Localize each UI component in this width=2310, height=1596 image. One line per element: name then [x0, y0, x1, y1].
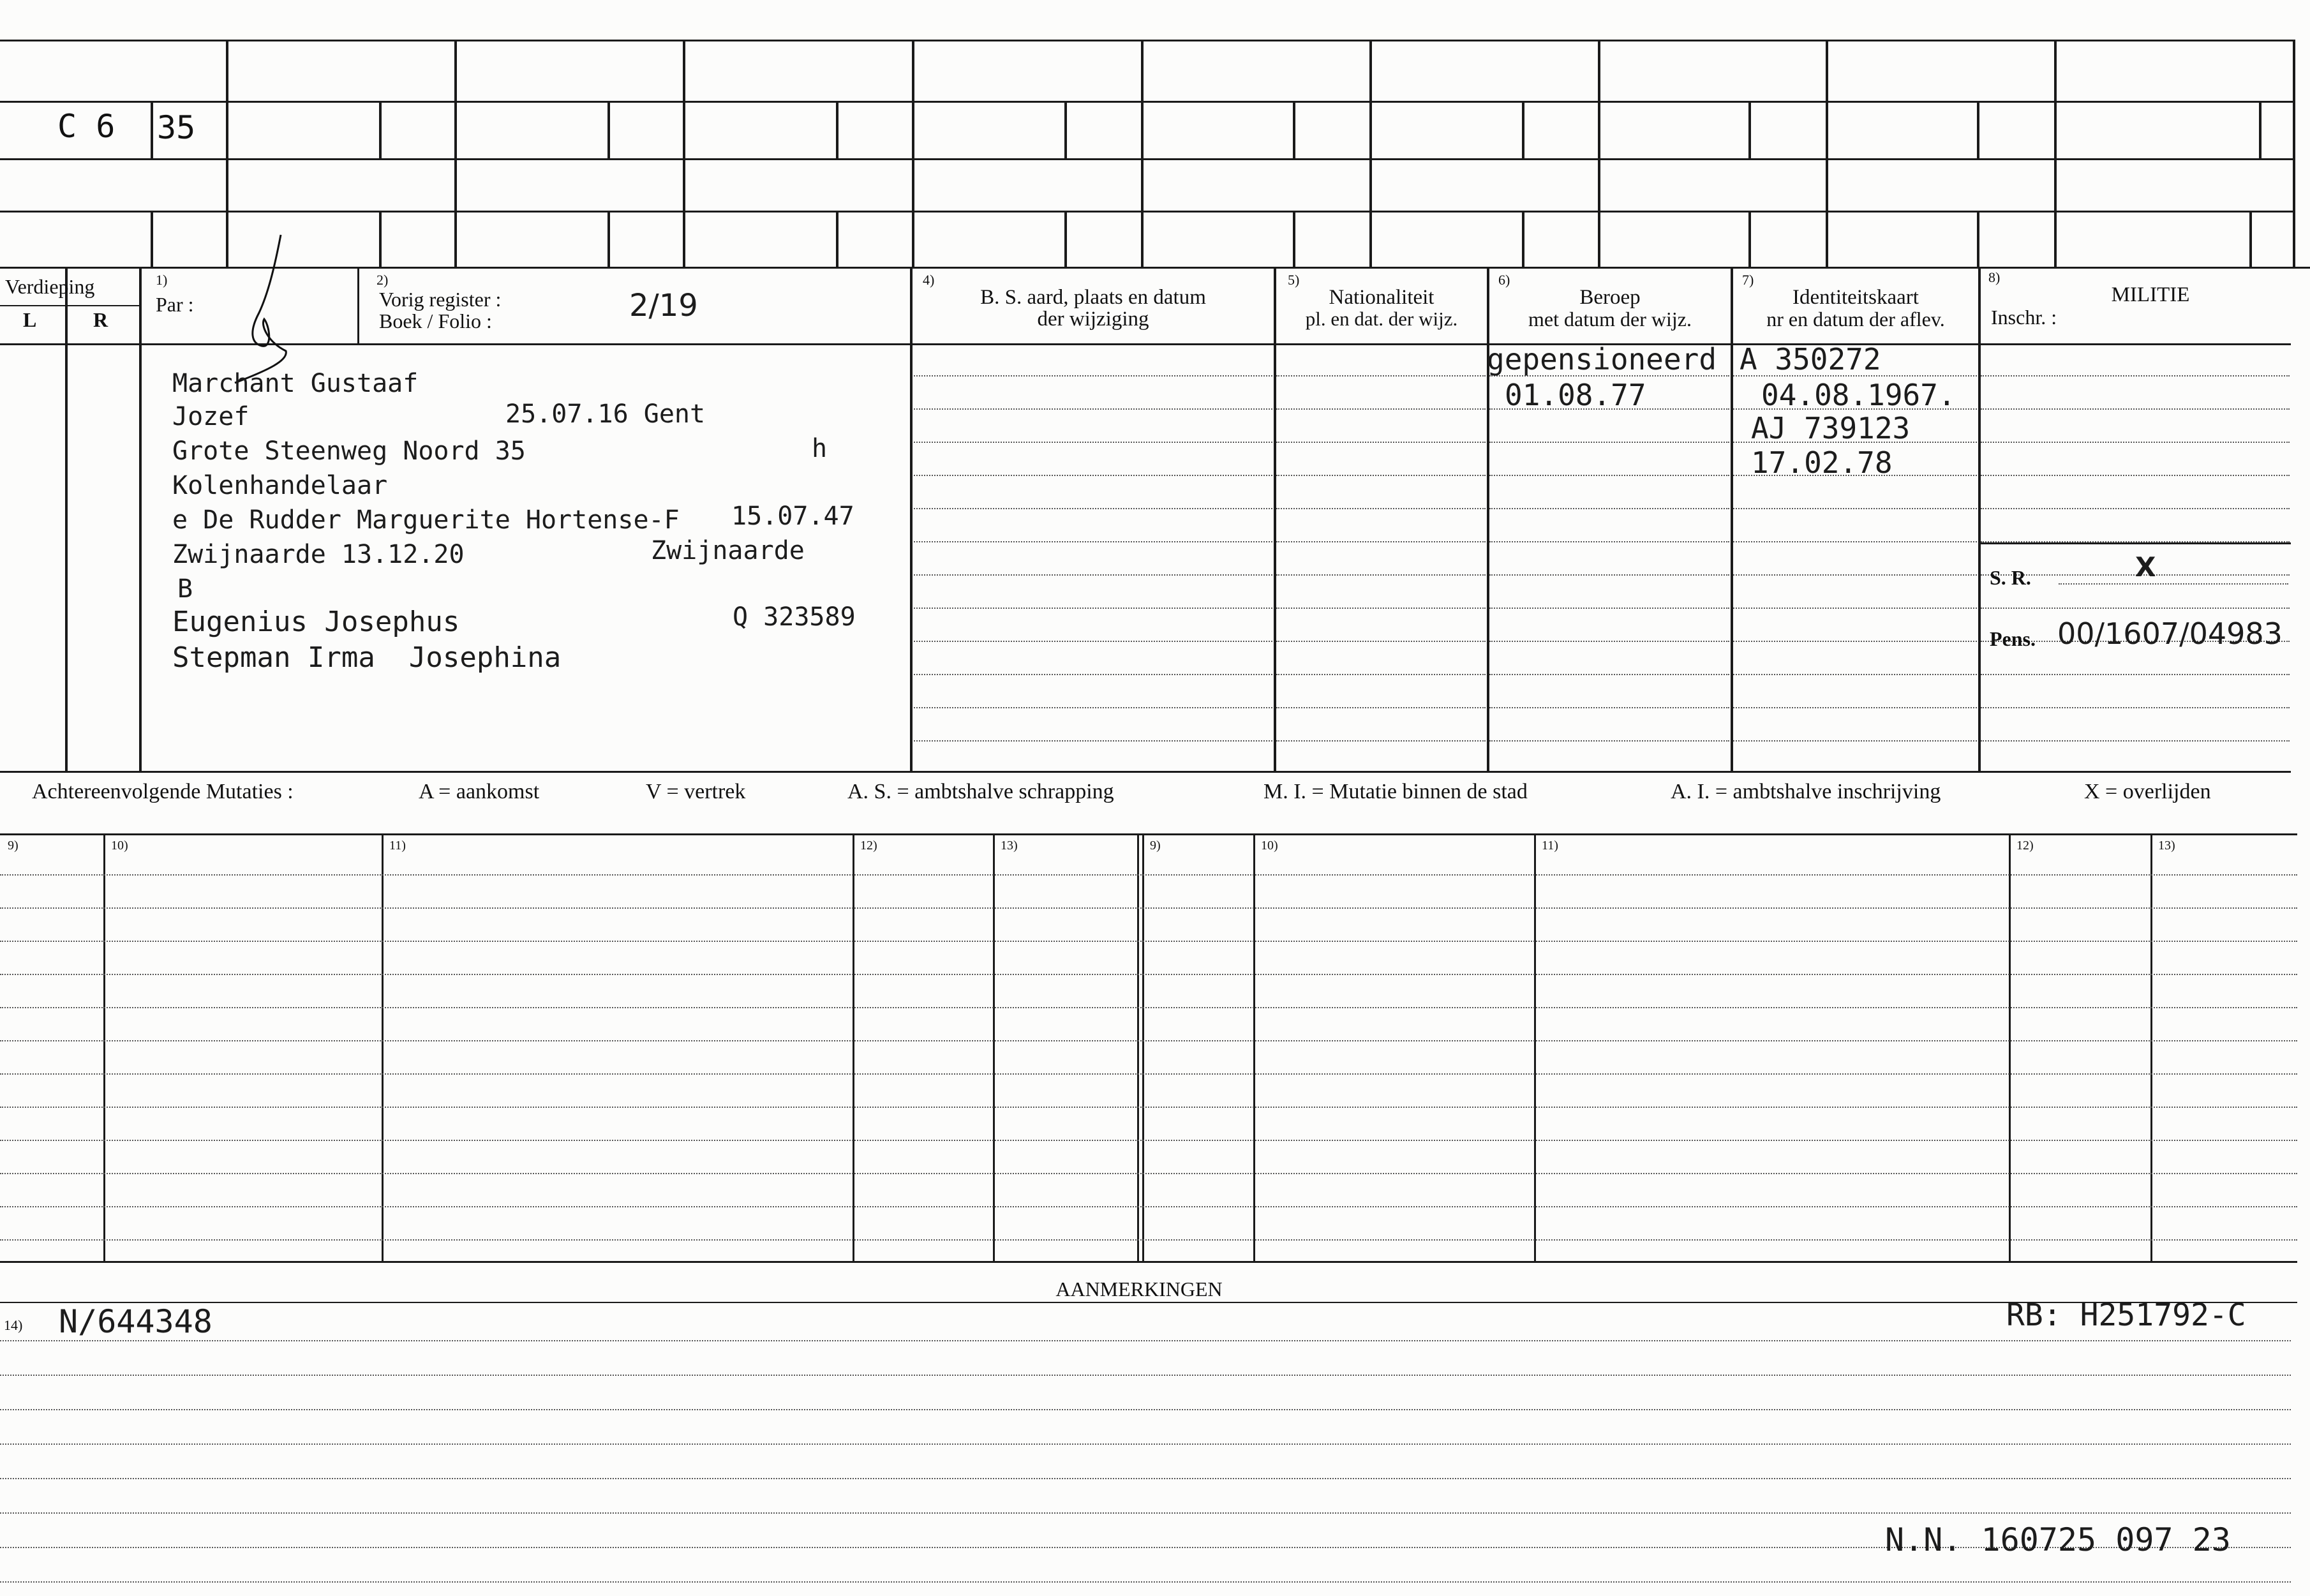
- beroep-date: 01.08.77: [1505, 378, 1646, 412]
- dotted-row: [1981, 408, 2290, 410]
- grid-bottom-border: [0, 267, 2310, 269]
- mutation-col-number: 11): [389, 839, 406, 853]
- dotted-row: [914, 674, 1272, 675]
- aanmerkingen-left-value: N/644348: [59, 1303, 212, 1340]
- mutation-col-border: [2150, 833, 2152, 1261]
- militie-number: 8): [1988, 269, 2001, 285]
- beroep-number: 6): [1498, 272, 1510, 288]
- dotted-row: [1733, 541, 1977, 542]
- par-number: 1): [156, 272, 168, 288]
- dotted-row: [1489, 475, 1729, 476]
- dotted-row: [1981, 608, 2290, 609]
- mutations-bottom-border: [0, 1261, 2297, 1263]
- dotted-row: [1276, 674, 1486, 675]
- mutation-dotted-row: [0, 1173, 2297, 1174]
- dotted-row: [914, 707, 1272, 708]
- dotted-row: [1733, 740, 1977, 742]
- mutation-col-border: [1253, 833, 1255, 1261]
- id-header-line1: Identiteitskaart: [1792, 286, 1919, 309]
- grid-sub: [1522, 211, 1524, 267]
- header-code: C 6: [57, 108, 116, 145]
- pens-label: Pens.: [1990, 627, 2036, 650]
- mutation-col-number: 13): [2158, 839, 2175, 853]
- dotted-row: [914, 442, 1272, 443]
- mutation-dotted-row: [0, 941, 2297, 942]
- mutation-dotted-row: [0, 907, 2297, 909]
- vorig-register-label: Vorig register :: [379, 288, 502, 311]
- remark-dotted-line: [0, 1443, 2291, 1445]
- mutation-col-number: 9): [1150, 839, 1161, 853]
- grid-sub: [836, 211, 838, 267]
- dotted-row: [1733, 674, 1977, 675]
- dotted-row: [1276, 574, 1486, 576]
- mutation-dotted-row: [0, 1239, 2297, 1241]
- mutations-top-border: [0, 833, 2297, 835]
- dotted-row: [1276, 707, 1486, 708]
- legend-aankomst: A = aankomst: [419, 780, 540, 803]
- mutation-dotted-row: [0, 1040, 2297, 1041]
- militie-sr-line: [1978, 542, 2291, 544]
- grid-sub: [151, 211, 153, 267]
- beroep-header-line1: Beroep: [1579, 286, 1641, 309]
- grid-sub: [836, 101, 838, 158]
- dotted-row: [1981, 375, 2290, 377]
- grid-sub: [1293, 211, 1295, 267]
- bs-header-line1: B. S. aard, plaats en datum: [980, 286, 1206, 309]
- mutation-dotted-row: [0, 1140, 2297, 1141]
- grid-sub: [1064, 211, 1067, 267]
- dotted-row: [1489, 740, 1729, 742]
- mutation-dotted-row: [0, 1206, 2297, 1207]
- dotted-row: [1276, 408, 1486, 410]
- dotted-row: [1981, 541, 2290, 542]
- aanmerkingen-number: 14): [4, 1317, 23, 1333]
- grid-sub: [1748, 101, 1751, 158]
- dotted-row: [1981, 707, 2290, 708]
- grid-col: [1826, 40, 1828, 267]
- grid-sub: [607, 101, 610, 158]
- boek-folio-value: 2/19: [629, 288, 698, 324]
- dotted-row: [1489, 442, 1729, 443]
- remark-dotted-line: [0, 1512, 2291, 1514]
- person-occupation: Kolenhandelaar: [172, 471, 388, 500]
- person-father-code: Q 323589: [733, 602, 856, 632]
- section-header-divider: [0, 343, 2291, 345]
- sr-dotted-line: [2059, 583, 2288, 585]
- dotted-row: [914, 375, 1272, 377]
- grid-col: [912, 40, 914, 267]
- remark-dotted-line: [0, 1409, 2291, 1410]
- dotted-row: [1981, 740, 2290, 742]
- pens-value: 00/1607/04983: [2057, 616, 2283, 651]
- id-header-line2: nr en datum der aflev.: [1766, 308, 1945, 331]
- col-border-id: [1731, 267, 1733, 771]
- mutation-col-border: [382, 833, 384, 1261]
- grid-line: [0, 211, 2294, 213]
- remark-dotted-line: [0, 1375, 2291, 1376]
- legend-ambtshalve-inschrijving: A. I. = ambtshalve inschrijving: [1671, 780, 1941, 803]
- grid-col: [2054, 40, 2057, 267]
- grid-line: [0, 158, 2294, 160]
- col-border-militie: [1978, 267, 1981, 771]
- dotted-row: [1489, 508, 1729, 509]
- sr-label: S. R.: [1990, 566, 2031, 589]
- col-border-nat: [1274, 267, 1276, 771]
- nat-header-line2: pl. en dat. der wijz.: [1305, 308, 1458, 330]
- vorig-number: 2): [376, 272, 389, 288]
- inschr-label: Inschr. :: [1991, 306, 2057, 329]
- right-header: R: [93, 308, 108, 331]
- dotted-row: [1981, 442, 2290, 443]
- dotted-row: [1489, 641, 1729, 642]
- header-number: 35: [157, 109, 196, 146]
- dotted-row: [1733, 608, 1977, 609]
- nn-number: N.N. 160725 097 23: [1885, 1521, 2231, 1558]
- person-spouse-place: Zwijnaarde: [651, 536, 805, 565]
- dotted-row: [1276, 375, 1486, 377]
- grid-sub: [379, 101, 382, 158]
- aanmerkingen-line: [0, 1302, 2297, 1303]
- mutation-col-border: [993, 833, 995, 1261]
- grid-sub: [607, 211, 610, 267]
- dotted-row: [1489, 541, 1729, 542]
- dotted-row: [1276, 442, 1486, 443]
- mutation-col-number: 9): [8, 839, 19, 853]
- grid-right-border: [2293, 40, 2295, 267]
- mutation-dotted-row: [0, 874, 2297, 876]
- grid-col: [226, 40, 228, 267]
- grid-sub: [1522, 101, 1524, 158]
- verdieping-header: Verdieping: [5, 275, 95, 298]
- person-address: Grote Steenweg Noord 35: [172, 436, 526, 466]
- col-border-bs: [910, 267, 913, 771]
- grid-col: [1369, 40, 1372, 267]
- dotted-row: [1489, 608, 1729, 609]
- mutation-col-number: 10): [1261, 839, 1278, 853]
- nat-number: 5): [1288, 272, 1300, 288]
- legend-overlijden: X = overlijden: [2084, 780, 2211, 803]
- aanmerkingen-right-value: RB: H251792-C: [2006, 1297, 2246, 1333]
- mutation-col-number: 12): [2016, 839, 2034, 853]
- id-date-1: 04.08.1967.: [1761, 378, 1956, 412]
- id-number-1: A 350272: [1740, 342, 1881, 377]
- id-date-2: 17.02.78: [1751, 445, 1893, 480]
- person-father: Eugenius Josephus: [172, 606, 460, 638]
- remark-dotted-line: [0, 1340, 2291, 1341]
- dotted-row: [1489, 574, 1729, 576]
- person-birth: 25.07.16 Gent: [505, 399, 706, 429]
- dotted-row: [1276, 641, 1486, 642]
- person-spouse: e De Rudder Marguerite Hortense-F: [172, 505, 680, 535]
- mutation-col-border: [2009, 833, 2011, 1261]
- dotted-row: [1276, 508, 1486, 509]
- person-marriage-date: 15.07.47: [731, 502, 854, 531]
- mutation-col-number: 13): [1001, 839, 1018, 853]
- legend-ambtshalve-schrapping: A. S. = ambtshalve schrapping: [847, 780, 1114, 803]
- person-firstname: Jozef: [172, 402, 250, 431]
- id-number-2: AJ 739123: [1751, 411, 1911, 445]
- person-spouse-birth: Zwijnaarde 13.12.20: [172, 540, 465, 569]
- mutation-col-number: 11): [1542, 839, 1558, 853]
- dotted-row: [914, 740, 1272, 742]
- remark-dotted-line: [0, 1478, 2291, 1479]
- grid-sub: [2249, 211, 2252, 267]
- dotted-row: [1733, 707, 1977, 708]
- dotted-row: [1981, 508, 2290, 509]
- col-border-par: [139, 267, 142, 771]
- dotted-row: [1733, 641, 1977, 642]
- person-name: Marchant Gustaaf: [172, 369, 419, 398]
- grid-sub: [1748, 211, 1751, 267]
- person-code: B: [177, 574, 193, 604]
- mutation-col-border: [853, 833, 854, 1261]
- mutation-col-number: 10): [111, 839, 128, 853]
- nat-header-line1: Nationaliteit: [1329, 286, 1434, 309]
- legend-mutatie-binnen: M. I. = Mutatie binnen de stad: [1263, 780, 1528, 803]
- grid-col: [454, 40, 457, 267]
- grid-sub: [2259, 101, 2262, 158]
- dotted-row: [914, 475, 1272, 476]
- dotted-row: [1733, 574, 1977, 576]
- grid-sub: [1293, 101, 1295, 158]
- dotted-row: [1489, 674, 1729, 675]
- dotted-row: [914, 608, 1272, 609]
- dotted-row: [914, 574, 1272, 576]
- grid-sub: [151, 101, 153, 158]
- bs-header-line2: der wijziging: [1037, 308, 1149, 331]
- section-bottom-border: [0, 771, 2291, 773]
- mutation-col-border: [1137, 833, 1139, 1261]
- mutation-dotted-row: [0, 1073, 2297, 1075]
- person-flag: h: [812, 434, 828, 463]
- dotted-row: [1981, 475, 2290, 476]
- grid-top-border: [0, 40, 2294, 41]
- aanmerkingen-title: AANMERKINGEN: [1055, 1278, 1223, 1301]
- beroep-header-line2: met datum der wijz.: [1528, 308, 1692, 331]
- dotted-row: [914, 408, 1272, 410]
- grid-line: [0, 101, 2294, 103]
- par-vorig-divider: [357, 267, 359, 343]
- mutation-dotted-row: [0, 1107, 2297, 1108]
- dotted-row: [1276, 475, 1486, 476]
- mutation-col-border: [1142, 833, 1144, 1261]
- mutation-col-border: [1534, 833, 1536, 1261]
- mutaties-title: Achtereenvolgende Mutaties :: [32, 780, 294, 803]
- dotted-row: [1276, 541, 1486, 542]
- mutation-dotted-row: [0, 1007, 2297, 1008]
- dotted-row: [914, 641, 1272, 642]
- grid-col: [1141, 40, 1144, 267]
- grid-col: [683, 40, 685, 267]
- sr-value: X: [2135, 551, 2156, 583]
- col-border-LR: [65, 267, 68, 771]
- grid-sub: [1977, 211, 1979, 267]
- dotted-row: [914, 541, 1272, 542]
- boek-folio-label: Boek / Folio :: [379, 310, 492, 332]
- dotted-row: [1489, 707, 1729, 708]
- grid-sub: [1977, 101, 1979, 158]
- person-mother: Stepman Irma Josephina: [172, 641, 562, 674]
- left-header: L: [23, 308, 37, 331]
- par-label: Par :: [156, 293, 194, 316]
- dotted-row: [1276, 608, 1486, 609]
- militie-header: MILITIE: [2111, 283, 2190, 306]
- grid-sub: [379, 211, 382, 267]
- mutation-col-border: [103, 833, 105, 1261]
- mutation-col-number: 12): [860, 839, 877, 853]
- dotted-row: [1733, 508, 1977, 509]
- grid-sub: [1064, 101, 1067, 158]
- beroep-value: gepensioneerd: [1487, 342, 1717, 377]
- dotted-row: [914, 508, 1272, 509]
- bs-number: 4): [923, 272, 935, 288]
- grid-col: [1598, 40, 1600, 267]
- mutation-dotted-row: [0, 974, 2297, 975]
- dotted-row: [1981, 674, 2290, 675]
- dotted-row: [1276, 740, 1486, 742]
- legend-vertrek: V = vertrek: [646, 780, 746, 803]
- id-number: 7): [1742, 272, 1754, 288]
- lr-subheader-line: [0, 305, 139, 306]
- remark-dotted-line: [0, 1581, 2291, 1583]
